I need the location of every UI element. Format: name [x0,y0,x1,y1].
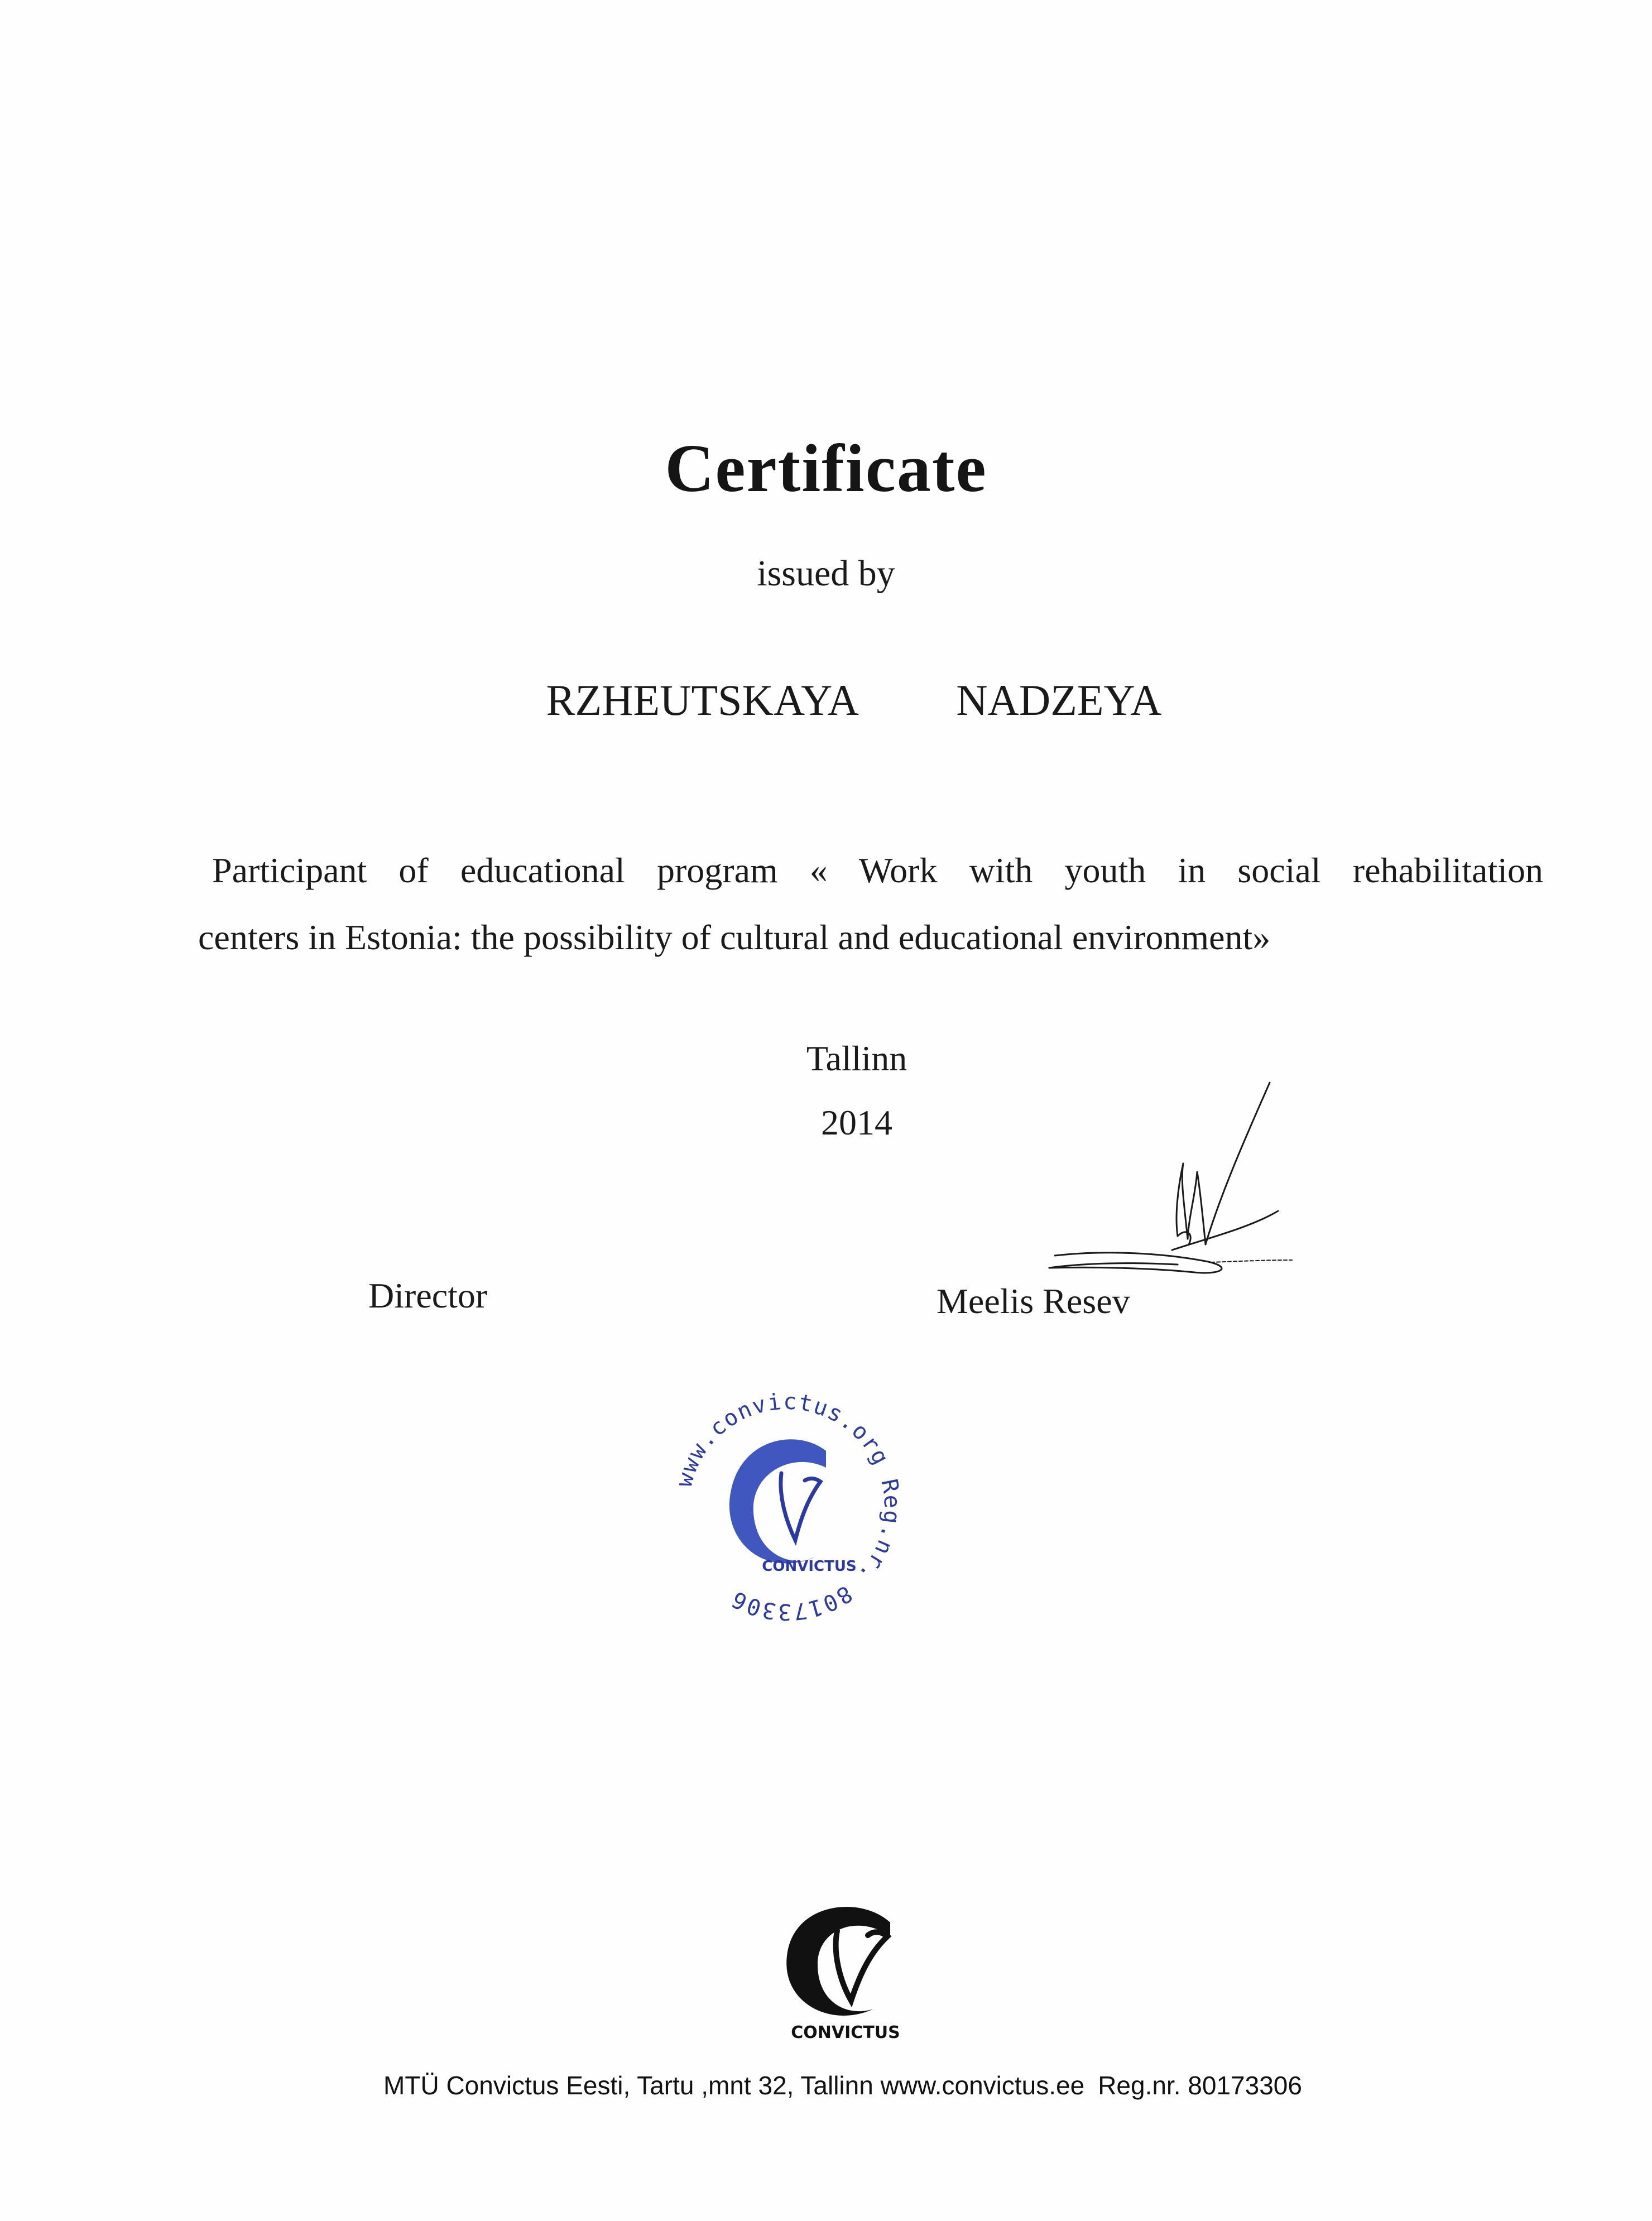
director-name: Meelis Resev [937,1281,1130,1321]
footer-address [0,2070,1652,2100]
program-description [198,837,1543,971]
footer-address-text: MTÜ Convictus Eesti, Tartu ,mnt 32, Tallinn www.convictus.ee [383,2071,1085,2100]
program-line-1: Participant of educational program « Work with youth in social rehabilitation [212,850,1543,890]
svg-text:CONVICTUS: CONVICTUS [762,1558,857,1575]
svg-text:CONVICTUS: CONVICTUS [791,2023,900,2042]
svg-text:www.convictus.org Reg.nr. 8017: www.convictus.org Reg.nr. 80173306 [671,1388,905,1625]
issue-year: 2014 [821,1103,892,1142]
stamp-seal-icon [659,1378,915,1635]
convictus-logo-icon [770,1892,921,2042]
program-line-2: centers in Estonia: the possibility of cultural and educational environment» [198,917,1271,957]
issue-city: Tallinn [806,1039,907,1078]
issued-by-label: issued by [757,553,895,594]
recipient-name: RZHEUTSKAYA NADZEYA [546,676,1162,724]
signature-icon [1038,1060,1295,1295]
director-label: Director [368,1276,488,1315]
certificate-title: Certificate [665,431,987,506]
footer-reg-number: Reg.nr. 80173306 [1098,2071,1302,2100]
